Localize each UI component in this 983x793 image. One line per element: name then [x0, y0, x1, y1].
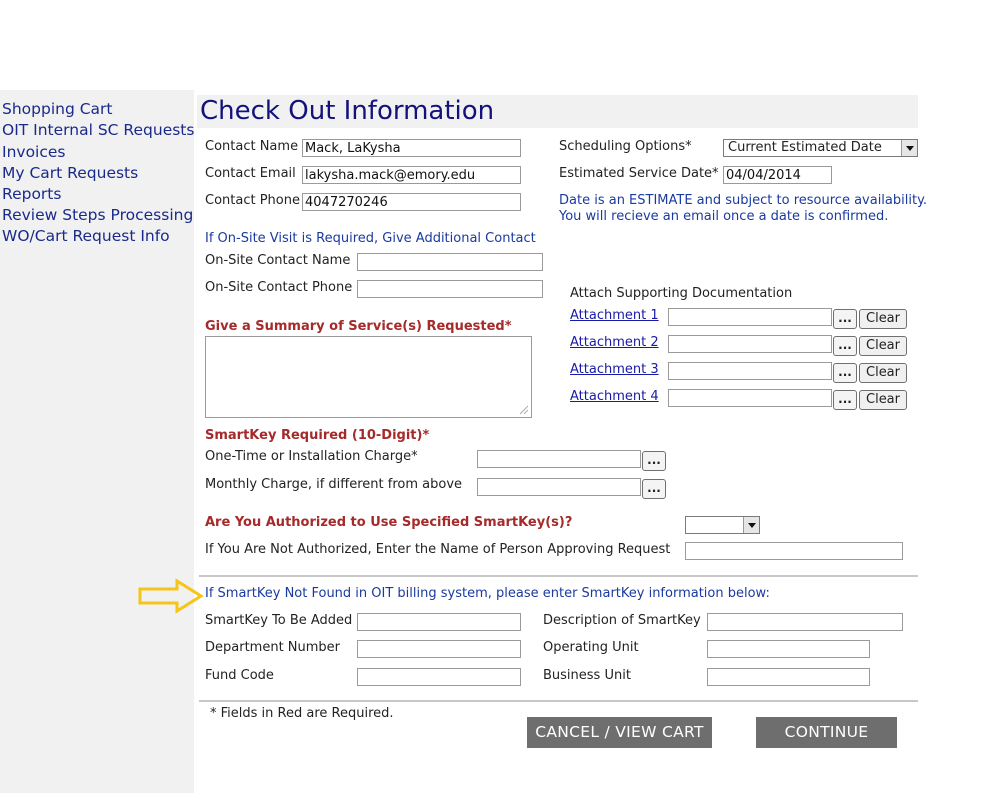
- monthly-charge-label: Monthly Charge, if different from above: [205, 477, 463, 492]
- smartkey-heading: SmartKey Required (10-Digit)*: [205, 428, 430, 443]
- attachment-2-link[interactable]: Attachment 2: [570, 335, 659, 350]
- business-unit-field[interactable]: [707, 668, 870, 686]
- onsite-name-label: On-Site Contact Name: [205, 253, 351, 268]
- one-time-charge-field[interactable]: [477, 450, 641, 468]
- attachment-2-field[interactable]: [668, 335, 832, 353]
- fund-code-label: Fund Code: [205, 668, 274, 683]
- business-unit-label: Business Unit: [543, 668, 631, 683]
- attachment-4-browse-button[interactable]: ...: [833, 390, 857, 410]
- page-title: Check Out Information: [200, 96, 495, 126]
- smartkey-to-add-field[interactable]: [357, 613, 521, 631]
- smartkey-description-label: Description of SmartKey: [543, 613, 701, 628]
- chevron-down-icon: [901, 140, 917, 156]
- nav-item-review-steps-processing[interactable]: Review Steps Processing: [2, 206, 194, 224]
- contact-email-label: Contact Email: [205, 166, 296, 181]
- required-note: * Fields in Red are Required.: [210, 706, 394, 721]
- chevron-down-icon: [743, 517, 759, 533]
- attachment-1-clear-button[interactable]: Clear: [859, 309, 907, 329]
- cancel-view-cart-button[interactable]: CANCEL / VIEW CART: [527, 717, 712, 748]
- nav-item-my-cart-requests[interactable]: My Cart Requests: [2, 164, 139, 182]
- nav-item-oit-internal-sc-requests[interactable]: OIT Internal SC Requests: [2, 121, 195, 139]
- nav-item-shopping-cart[interactable]: Shopping Cart: [2, 100, 113, 118]
- onsite-name-field[interactable]: [357, 253, 543, 271]
- nav-item-invoices[interactable]: Invoices: [2, 143, 66, 161]
- left-nav: [0, 90, 194, 793]
- monthly-charge-browse-button[interactable]: ...: [642, 479, 666, 499]
- scheduling-options-select[interactable]: [723, 139, 918, 157]
- approver-field[interactable]: [685, 542, 903, 560]
- scheduling-options-label: Scheduling Options*: [559, 139, 692, 154]
- attachment-2-browse-button[interactable]: ...: [833, 336, 857, 356]
- onsite-phone-field[interactable]: [357, 280, 543, 298]
- contact-phone-label: Contact Phone: [205, 193, 300, 208]
- attachment-4-clear-button[interactable]: Clear: [859, 390, 907, 410]
- date-note-line1: Date is an ESTIMATE and subject to resource availability.: [559, 193, 928, 208]
- nav-item-reports[interactable]: Reports: [2, 185, 62, 203]
- attachment-3-link[interactable]: Attachment 3: [570, 362, 659, 377]
- one-time-charge-browse-button[interactable]: ...: [642, 451, 666, 471]
- authorized-select[interactable]: [685, 516, 760, 534]
- department-number-label: Department Number: [205, 640, 341, 655]
- summary-label: Give a Summary of Service(s) Requested*: [205, 319, 512, 334]
- one-time-charge-label: One-Time or Installation Charge*: [205, 449, 418, 464]
- scheduling-options-value: Current Estimated Date: [728, 140, 882, 155]
- contact-name-field[interactable]: Mack, LaKysha: [302, 139, 521, 157]
- contact-name-label: Contact Name: [205, 139, 299, 154]
- smartkey-to-add-label: SmartKey To Be Added: [205, 613, 353, 628]
- resize-grip-icon: [518, 404, 529, 415]
- department-number-field[interactable]: [357, 640, 521, 658]
- attachment-2-clear-button[interactable]: Clear: [859, 336, 907, 356]
- attachment-3-browse-button[interactable]: ...: [833, 363, 857, 383]
- date-note-line2: You will recieve an email once a date is confirmed.: [559, 209, 889, 224]
- contact-email-field[interactable]: lakysha.mack@emory.edu: [302, 166, 521, 184]
- attachment-4-field[interactable]: [668, 389, 832, 407]
- onsite-heading: If On-Site Visit is Required, Give Additional Contact: [205, 231, 536, 246]
- section-divider: [199, 575, 918, 577]
- attachment-3-field[interactable]: [668, 362, 832, 380]
- estimated-date-label: Estimated Service Date*: [559, 166, 719, 181]
- attachment-3-clear-button[interactable]: Clear: [859, 363, 907, 383]
- approver-label: If You Are Not Authorized, Enter the Name of Person Approving Request: [205, 542, 671, 557]
- monthly-charge-field[interactable]: [477, 478, 641, 496]
- attachment-1-field[interactable]: [668, 308, 832, 326]
- operating-unit-field[interactable]: [707, 640, 870, 658]
- smartkey-description-field[interactable]: [707, 613, 903, 631]
- nav-item-wo-cart-request-info[interactable]: WO/Cart Request Info: [2, 227, 170, 245]
- attachments-heading: Attach Supporting Documentation: [570, 286, 793, 301]
- fund-code-field[interactable]: [357, 668, 521, 686]
- onsite-phone-label: On-Site Contact Phone: [205, 280, 353, 295]
- footer-divider: [199, 700, 918, 702]
- right-arrow-icon: [137, 578, 205, 614]
- attachment-4-link[interactable]: Attachment 4: [570, 389, 659, 404]
- summary-textarea[interactable]: [205, 336, 532, 418]
- continue-button[interactable]: CONTINUE: [756, 717, 897, 748]
- billing-heading: If SmartKey Not Found in OIT billing system, please enter SmartKey information below:: [205, 586, 770, 601]
- contact-phone-field[interactable]: 4047270246: [302, 193, 521, 211]
- attachment-1-browse-button[interactable]: ...: [833, 309, 857, 329]
- title-bar: [197, 95, 918, 128]
- estimated-date-field[interactable]: 04/04/2014: [723, 166, 832, 184]
- operating-unit-label: Operating Unit: [543, 640, 639, 655]
- attachment-1-link[interactable]: Attachment 1: [570, 308, 659, 323]
- authorized-label: Are You Authorized to Use Specified SmartKey(s)?: [205, 515, 573, 530]
